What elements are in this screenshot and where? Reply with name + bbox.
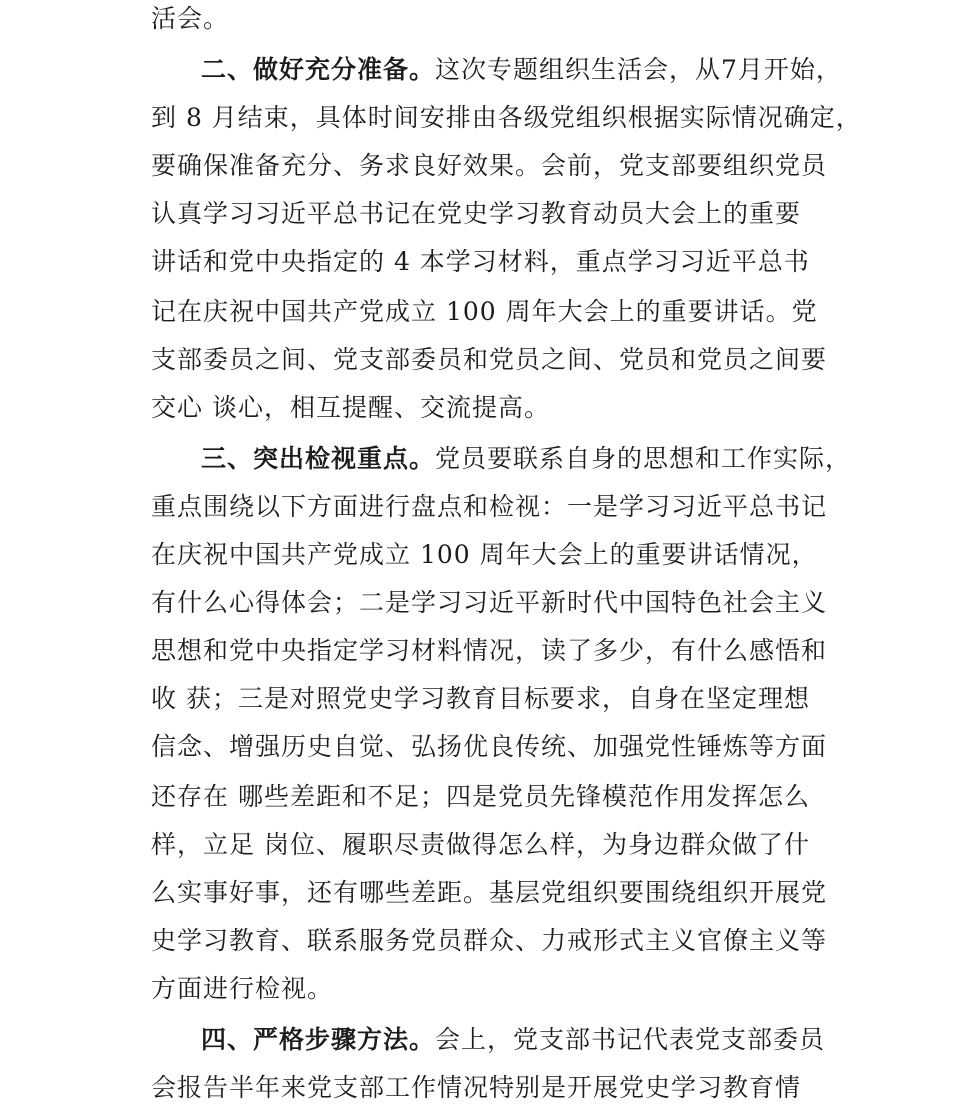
text-line: 信念、增强历史自觉、弘扬优良传统、加强党性锤炼等方面: [151, 732, 828, 761]
text-line: 认真学习习近平总书记在党史学习教育动员大会上的重要: [151, 199, 802, 228]
section-heading: 二、做好充分准备。: [201, 55, 436, 84]
text-line: 交心 谈心，相互提醒、交流提高。: [151, 393, 550, 422]
text-line: 到 8 月结束，具体时间安排由各级党组织根据实际情况确定，: [151, 103, 862, 132]
paragraph-3: [201, 444, 852, 474]
text-line: 讲话和党中央指定的 4 本学习材料，重点学习习近平总书: [151, 247, 810, 276]
text-line: 要确保准备充分、务求良好效果。会前，党支部要组织党员: [151, 151, 828, 180]
section-heading: 四、严格步骤方法。: [201, 1025, 436, 1054]
text-line: 记在庆祝中国共产党成立 100 周年大会上的重要讲话。党: [151, 297, 818, 326]
text-line: 会报告半年来党支部工作情况特别是开展党史学习教育情: [151, 1073, 802, 1102]
text-line: 史学习教育、联系服务党员群众、力戒形式主义官僚主义等: [151, 926, 828, 955]
section-heading: 三、突出检视重点。: [201, 444, 436, 473]
paragraph-4: [201, 1025, 831, 1055]
paragraph-text: 这次专题组织生活会，从7月开始，: [435, 55, 842, 84]
text-line: 还存在 哪些差距和不足；四是党员先锋模范作用发挥怎么: [151, 782, 810, 811]
paragraph-text: 会上，党支部书记代表党支部委员: [435, 1025, 826, 1054]
text-line: 方面进行检视。: [151, 974, 334, 1003]
text-line: 有什么心得体会；二是学习习近平新时代中国特色社会主义: [151, 588, 828, 617]
text-line: 思想和党中央指定学习材料情况，读了多少，有什么感悟和: [151, 636, 828, 665]
text-line: 样，立足 岗位、履职尽责做得怎么样，为身边群众做了什: [151, 830, 810, 859]
paragraph-text: 党员要联系自身的思想和工作实际，: [435, 444, 852, 473]
text-line: 重点围绕以下方面进行盘点和检视：一是学习习近平总书记: [151, 492, 828, 521]
text-line: 活会。: [151, 4, 230, 33]
text-line: 在庆祝中国共产党成立 100 周年大会上的重要讲话情况，: [151, 540, 818, 569]
paragraph-2: [201, 55, 842, 85]
text-line: 么实事好事，还有哪些差距。基层党组织要围绕组织开展党: [151, 878, 828, 907]
text-line: 收 获；三是对照党史学习教育目标要求，自身在坚定理想: [151, 684, 810, 713]
text-line: 支部委员之间、党支部委员和党员之间、党员和党员之间要: [151, 345, 828, 374]
